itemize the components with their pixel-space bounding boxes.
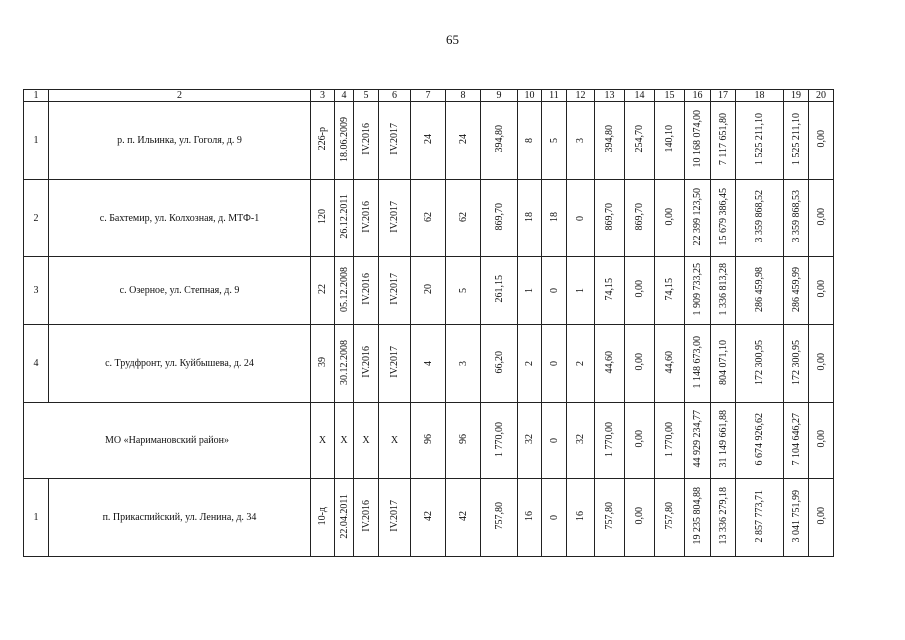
cell-7: 96 (411, 403, 446, 479)
cell-18: 2 857 773,71 (736, 479, 784, 557)
cell-4: 30.12.2008 (335, 325, 354, 403)
address-cell: с. Трудфронт, ул. Куйбышева, д. 24 (49, 325, 311, 403)
cell-3: 39 (311, 325, 335, 403)
cell-13: 1 770,00 (595, 403, 625, 479)
cell-19: 3 041 751,99 (784, 479, 809, 557)
header-cell: 14 (625, 90, 655, 102)
cell-16: 19 235 804,88 (685, 479, 711, 557)
cell-7: 24 (411, 102, 446, 180)
cell-16: 22 399 123,50 (685, 180, 711, 257)
cell-15: 140,10 (655, 102, 685, 180)
cell-11: 0 (542, 257, 567, 325)
cell-16: 10 168 074,00 (685, 102, 711, 180)
cell-7: 62 (411, 180, 446, 257)
header-cell: 4 (335, 90, 354, 102)
cell-8: 24 (446, 102, 481, 180)
header-cell: 9 (481, 90, 518, 102)
address-cell: с. Бахтемир, ул. Колхозная, д. МТФ-1 (49, 180, 311, 257)
total-row (24, 403, 834, 479)
cell-10: 2 (518, 325, 542, 403)
cell-19: 3 359 868,53 (784, 180, 809, 257)
cell-14: 0,00 (625, 325, 655, 403)
address-cell: п. Прикаспийский, ул. Ленина, д. 34 (49, 479, 311, 557)
cell-17: 15 679 386,45 (711, 180, 736, 257)
cell-17: 31 149 661,88 (711, 403, 736, 479)
total-label: МО «Наримановский район» (24, 403, 311, 479)
header-cell: 8 (446, 90, 481, 102)
header-cell: 17 (711, 90, 736, 102)
row-number: 2 (24, 180, 49, 257)
cell-7: 42 (411, 479, 446, 557)
cell-20: 0,00 (809, 403, 834, 479)
cell-5: IV.2016 (354, 325, 379, 403)
cell-3: 22 (311, 257, 335, 325)
cell-17: 13 336 279,18 (711, 479, 736, 557)
cell-5: IV.2016 (354, 180, 379, 257)
cell-17: 7 117 651,80 (711, 102, 736, 180)
cell-6: X (379, 403, 411, 479)
cell-5: IV.2016 (354, 479, 379, 557)
table-row (24, 325, 834, 403)
cell-3: 120 (311, 180, 335, 257)
cell-15: 0,00 (655, 180, 685, 257)
cell-11: 18 (542, 180, 567, 257)
header-cell: 1 (24, 90, 49, 102)
cell-12: 0 (567, 180, 595, 257)
cell-6: IV.2017 (379, 325, 411, 403)
cell-11: 0 (542, 479, 567, 557)
cell-20: 0,00 (809, 325, 834, 403)
cell-9: 261,15 (481, 257, 518, 325)
cell-17: 804 071,10 (711, 325, 736, 403)
cell-20: 0,00 (809, 102, 834, 180)
cell-18: 286 459,98 (736, 257, 784, 325)
table-row (24, 257, 834, 325)
cell-8: 96 (446, 403, 481, 479)
cell-20: 0,00 (809, 180, 834, 257)
header-cell: 15 (655, 90, 685, 102)
cell-10: 18 (518, 180, 542, 257)
cell-5: IV.2016 (354, 102, 379, 180)
cell-15: 757,80 (655, 479, 685, 557)
header-cell: 2 (49, 90, 311, 102)
cell-14: 0,00 (625, 403, 655, 479)
cell-14: 0,00 (625, 257, 655, 325)
cell-16: 1 909 733,25 (685, 257, 711, 325)
cell-8: 5 (446, 257, 481, 325)
row-number: 3 (24, 257, 49, 325)
cell-9: 869,70 (481, 180, 518, 257)
header-cell: 20 (809, 90, 834, 102)
cell-6: IV.2017 (379, 479, 411, 557)
cell-16: 44 929 234,77 (685, 403, 711, 479)
cell-11: 0 (542, 403, 567, 479)
cell-18: 172 300,95 (736, 325, 784, 403)
cell-4: 22.04.2011 (335, 479, 354, 557)
cell-9: 66,20 (481, 325, 518, 403)
header-cell: 11 (542, 90, 567, 102)
cell-19: 1 525 211,10 (784, 102, 809, 180)
cell-4: X (335, 403, 354, 479)
cell-15: 44,60 (655, 325, 685, 403)
cell-15: 74,15 (655, 257, 685, 325)
cell-13: 869,70 (595, 180, 625, 257)
cell-19: 172 300,95 (784, 325, 809, 403)
cell-3: X (311, 403, 335, 479)
cell-8: 42 (446, 479, 481, 557)
header-cell: 3 (311, 90, 335, 102)
cell-17: 1 336 813,28 (711, 257, 736, 325)
cell-8: 62 (446, 180, 481, 257)
header-cell: 6 (379, 90, 411, 102)
cell-18: 1 525 211,10 (736, 102, 784, 180)
cell-6: IV.2017 (379, 180, 411, 257)
cell-9: 757,80 (481, 479, 518, 557)
cell-10: 1 (518, 257, 542, 325)
row-number: 4 (24, 325, 49, 403)
header-cell: 19 (784, 90, 809, 102)
cell-4: 26.12.2011 (335, 180, 354, 257)
cell-13: 74,15 (595, 257, 625, 325)
cell-3: 226-р (311, 102, 335, 180)
cell-18: 6 674 926,62 (736, 403, 784, 479)
register-table (23, 89, 834, 557)
cell-7: 4 (411, 325, 446, 403)
cell-12: 1 (567, 257, 595, 325)
cell-13: 394,80 (595, 102, 625, 180)
row-number: 1 (24, 102, 49, 180)
header-cell: 12 (567, 90, 595, 102)
header-cell: 16 (685, 90, 711, 102)
cell-16: 1 148 673,00 (685, 325, 711, 403)
cell-15: 1 770,00 (655, 403, 685, 479)
cell-9: 1 770,00 (481, 403, 518, 479)
cell-19: 7 104 646,27 (784, 403, 809, 479)
address-cell: с. Озерное, ул. Степная, д. 9 (49, 257, 311, 325)
cell-13: 757,80 (595, 479, 625, 557)
cell-12: 2 (567, 325, 595, 403)
cell-5: IV.2016 (354, 257, 379, 325)
cell-10: 16 (518, 479, 542, 557)
cell-5: X (354, 403, 379, 479)
cell-10: 8 (518, 102, 542, 180)
cell-10: 32 (518, 403, 542, 479)
cell-11: 0 (542, 325, 567, 403)
cell-12: 32 (567, 403, 595, 479)
table-row (24, 180, 834, 257)
cell-11: 5 (542, 102, 567, 180)
cell-4: 18.06.2009 (335, 102, 354, 180)
cell-13: 44,60 (595, 325, 625, 403)
cell-20: 0,00 (809, 257, 834, 325)
header-cell: 10 (518, 90, 542, 102)
cell-14: 0,00 (625, 479, 655, 557)
cell-18: 3 359 868,52 (736, 180, 784, 257)
row-number: 1 (24, 479, 49, 557)
page-number: 65 (446, 32, 459, 47)
cell-12: 3 (567, 102, 595, 180)
header-cell: 13 (595, 90, 625, 102)
cell-19: 286 459,99 (784, 257, 809, 325)
cell-4: 05.12.2008 (335, 257, 354, 325)
cell-6: IV.2017 (379, 102, 411, 180)
cell-8: 3 (446, 325, 481, 403)
header-cell: 18 (736, 90, 784, 102)
cell-12: 16 (567, 479, 595, 557)
address-cell: р. п. Ильинка, ул. Гоголя, д. 9 (49, 102, 311, 180)
table-row (24, 102, 834, 180)
cell-14: 869,70 (625, 180, 655, 257)
cell-14: 254,70 (625, 102, 655, 180)
header-row (24, 90, 834, 102)
table-row (24, 479, 834, 557)
cell-9: 394,80 (481, 102, 518, 180)
cell-20: 0,00 (809, 479, 834, 557)
header-cell: 5 (354, 90, 379, 102)
header-cell: 7 (411, 90, 446, 102)
cell-3: 10-д (311, 479, 335, 557)
cell-7: 20 (411, 257, 446, 325)
cell-6: IV.2017 (379, 257, 411, 325)
